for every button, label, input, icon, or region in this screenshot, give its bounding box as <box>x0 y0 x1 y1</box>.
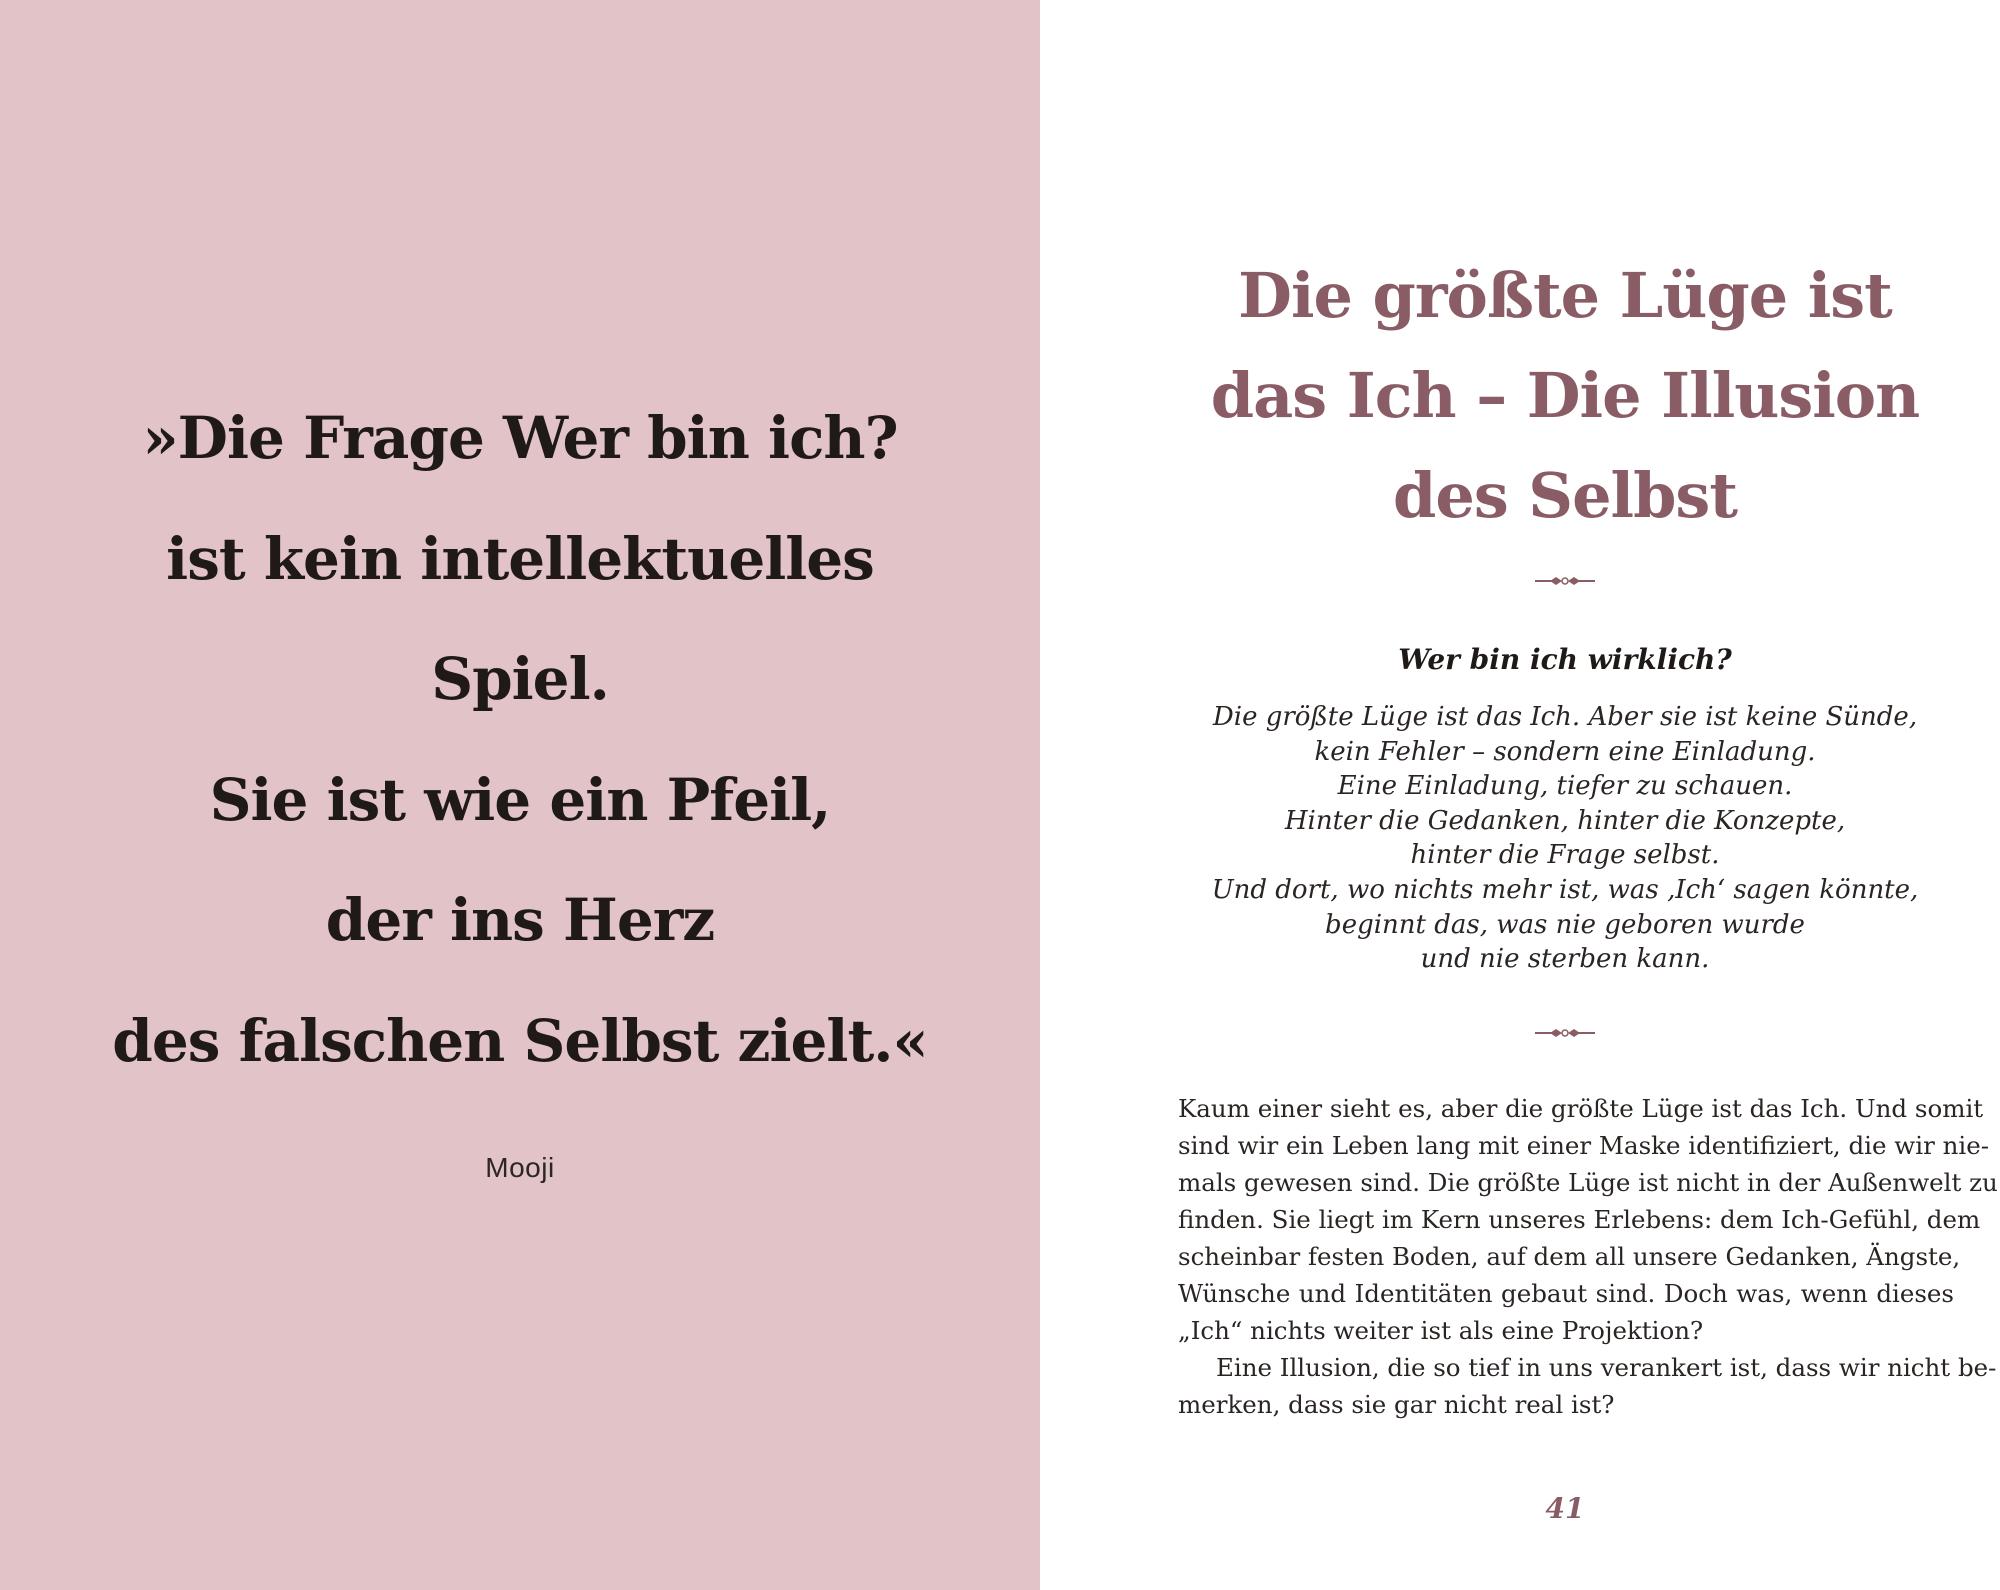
body-line: mals gewesen sind. Die größte Lüge ist nicht in der Außenwelt zu <box>1178 1168 1998 1197</box>
body-line: scheinbar festen Boden, auf dem all unsere Gedanken, Ängste, <box>1178 1242 1961 1271</box>
fleuron-divider-icon <box>1515 1021 1615 1045</box>
body-line: sind wir ein Leben lang mit einer Maske identifiziert, die wir nie- <box>1178 1131 1989 1160</box>
title-line: des Selbst <box>1393 459 1737 532</box>
fleuron-divider-icon <box>1515 569 1615 593</box>
body-line: Eine Illusion, die so tief in uns verankert ist, dass wir nicht be- <box>1216 1353 1997 1382</box>
title-line: Die größte Lüge ist <box>1238 259 1892 332</box>
verse-line: Die größte Lüge ist das Ich. Aber sie ist keine Sünde, <box>1212 702 1918 732</box>
quote-line: ist kein intellektuelles <box>166 524 874 593</box>
quote-author: Mooji <box>485 1152 555 1183</box>
title-line: das Ich – Die Illusion <box>1210 359 1920 432</box>
page-number: 41 <box>1545 1492 1585 1525</box>
quote-line: »Die Frage Wer bin ich? <box>142 404 898 472</box>
quote-line: des falschen Selbst zielt.« <box>112 1006 928 1075</box>
body-line: merken, dass sie gar nicht real ist? <box>1178 1390 1615 1419</box>
verse-line: beginnt das, was nie geboren wurde <box>1325 909 1805 940</box>
quote-line: Sie ist wie ein Pfeil, <box>209 765 831 834</box>
quote-line: der ins Herz <box>325 886 715 954</box>
section-subheading: Wer bin ich wirklich? <box>1398 643 1732 676</box>
verse-line: Eine Einladung, tiefer zu schauen. <box>1337 771 1793 802</box>
verse-line: Hinter die Gedanken, hinter die Konzepte, <box>1284 805 1846 836</box>
verse-line: Und dort, wo nichts mehr ist, was ‚Ich‘ sagen könnte, <box>1211 874 1919 905</box>
quote-line: Spiel. <box>431 645 609 713</box>
chapter-title <box>1185 246 1945 546</box>
italic-verse <box>1185 700 1945 977</box>
body-line: „Ich“ nichts weiter ist als eine Projektion? <box>1178 1316 1704 1345</box>
body-line: finden. Sie liegt im Kern unseres Erlebens: dem Ich-Gefühl, dem <box>1178 1205 1981 1234</box>
verse-line: und nie sterben kann. <box>1420 944 1710 975</box>
epigraph-quote <box>0 378 1040 1101</box>
body-paragraphs <box>1178 1090 1998 1423</box>
body-line: Kaum einer sieht es, aber die größte Lüge ist das Ich. Und somit <box>1178 1094 1984 1123</box>
verse-line: kein Fehler – sondern eine Einladung. <box>1314 736 1816 767</box>
body-line: Wünsche und Identitäten gebaut sind. Doch was, wenn dieses <box>1178 1279 1954 1308</box>
verse-line: hinter die Frage selbst. <box>1410 840 1720 871</box>
